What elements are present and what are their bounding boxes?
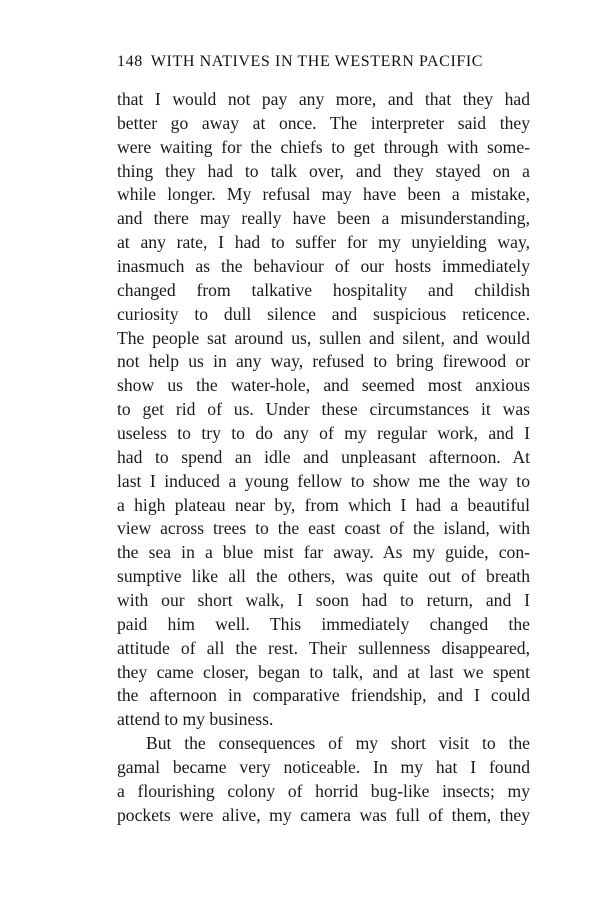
text-line: with our short walk, I soon had to return, and I xyxy=(117,590,530,611)
paragraph xyxy=(117,732,530,827)
text-line: view across trees to the east coast of the island, with xyxy=(117,518,530,539)
text-line: had to spend an idle and unpleasant afternoon. At xyxy=(117,446,530,467)
running-title: WITH NATIVES IN THE WESTERN PACIFIC xyxy=(150,53,484,70)
text-line: and there may really have been a misunderstanding, xyxy=(117,208,530,229)
text-line: last I induced a young fellow to show me the way to xyxy=(117,470,530,491)
text-line: paid him well. This immediately changed the xyxy=(117,613,530,634)
paragraph xyxy=(117,88,530,732)
text-line: show us the water-hole, and seemed most anxious xyxy=(117,375,530,396)
text-line: they came closer, began to talk, and at last we spent xyxy=(117,661,530,682)
text-line: to get rid of us. Under these circumstances it was xyxy=(117,399,530,420)
running-head xyxy=(117,53,527,77)
text-line: were waiting for the chiefs to get through with some- xyxy=(117,136,530,157)
text-line: The people sat around us, sullen and silent, and would xyxy=(117,327,530,348)
text-line: the sea in a blue mist far away. As my guide, con- xyxy=(117,542,530,563)
text-line: the afternoon in comparative friendship, and I could xyxy=(117,685,530,706)
text-line: not help us in any way, refused to bring firewood or xyxy=(117,351,530,372)
body-text xyxy=(117,88,530,828)
text-line: pockets were alive, my camera was full of them, they xyxy=(117,804,530,825)
text-line: inasmuch as the behaviour of our hosts immediately xyxy=(117,256,530,277)
text-line: a flourishing colony of horrid bug-like insects; my xyxy=(117,780,530,801)
page-number: 148 xyxy=(117,53,143,70)
text-line: But the consequences of my short visit to the xyxy=(146,733,530,754)
text-line: that I would not pay any more, and that they had xyxy=(117,89,530,109)
text-line: better go away at once. The interpreter said they xyxy=(117,112,530,133)
text-line: gamal became very noticeable. In my hat I found xyxy=(117,757,530,778)
text-line: useless to try to do any of my regular work, and I xyxy=(117,423,530,444)
text-line: attitude of all the rest. Their sullenness disappeared, xyxy=(117,637,530,658)
text-line: attend to my business. xyxy=(117,709,274,730)
text-line: changed from talkative hospitality and childish xyxy=(117,279,530,300)
text-line: curiosity to dull silence and suspicious reticence. xyxy=(117,303,530,324)
text-line: a high plateau near by, from which I had a beautiful xyxy=(117,494,530,515)
text-line: thing they had to talk over, and they stayed on a xyxy=(117,160,530,181)
text-line: at any rate, I had to suffer for my unyielding way, xyxy=(117,232,530,253)
text-line: sumptive like all the others, was quite out of breath xyxy=(117,566,530,587)
text-line: while longer. My refusal may have been a mistake, xyxy=(117,184,530,205)
